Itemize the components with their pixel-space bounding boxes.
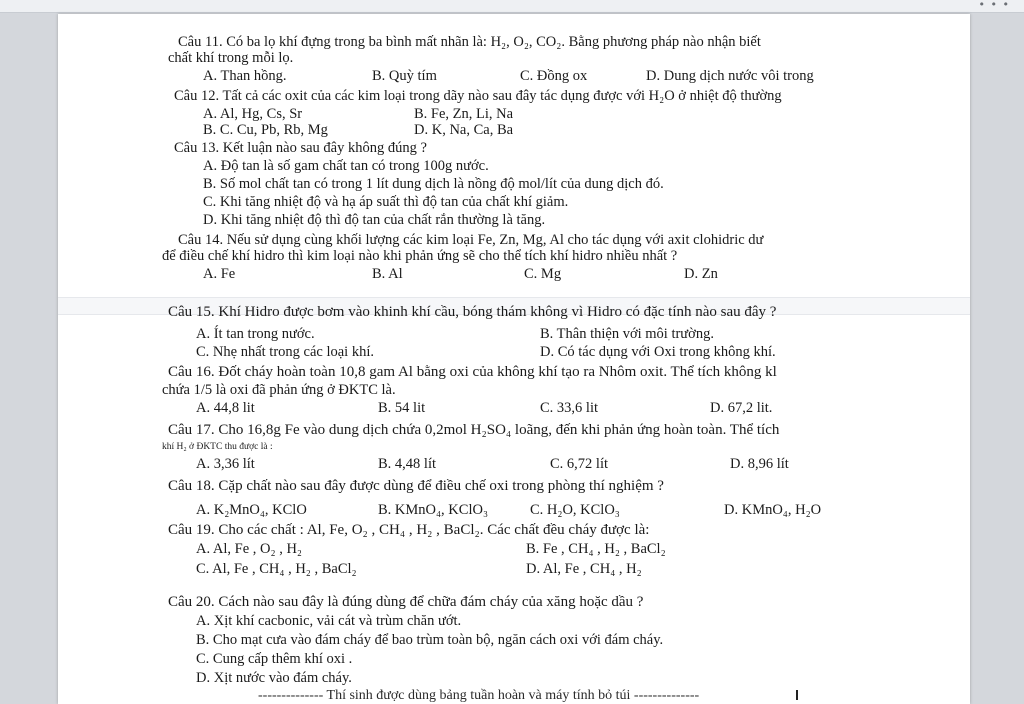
q15-option-c: C. Nhẹ nhất trong các loại khí. bbox=[196, 344, 374, 360]
q18-option-c: C. H₂O, KClO₃ bbox=[530, 502, 620, 518]
q14-option-c: C. Mg bbox=[524, 266, 562, 282]
q11-text-line2: chất khí trong mỗi lọ. bbox=[168, 50, 294, 66]
q13-text: Câu 13. Kết luận nào sau đây không đúng ? bbox=[174, 140, 427, 156]
q13-option-d: D. Khi tăng nhiệt độ thì độ tan của chất rắn thường là tăng. bbox=[203, 212, 546, 228]
q16-text-line2: chứa 1/5 là oxi đã phản ứng ở ĐKTC là. bbox=[162, 382, 396, 398]
text-cursor bbox=[796, 690, 798, 700]
q13-option-c: C. Khi tăng nhiệt độ và hạ áp suất thì độ tan của chất khí giảm. bbox=[203, 194, 569, 210]
q11-option-b: B. Quỳ tím bbox=[372, 68, 437, 84]
q15-text: Câu 15. Khí Hidro được bơm vào khinh khí cầu, bóng thám không vì Hidro có đặc tính nào sau đây ? bbox=[168, 304, 777, 320]
window-top-bar bbox=[0, 0, 1024, 13]
q15-option-a: A. Ít tan trong nước. bbox=[196, 326, 315, 342]
q16-option-c: C. 33,6 lit bbox=[540, 400, 599, 416]
more-options-icon[interactable]: • • • bbox=[978, 0, 1010, 11]
page-footer-note: -------------- Thí sinh được dùng bảng tuần hoàn và máy tính bỏ túi -------------- bbox=[258, 688, 700, 703]
q14-option-b: B. Al bbox=[372, 266, 403, 282]
q12-text: Câu 12. Tất cả các oxit của các kim loại trong dãy nào sau đây tác dụng được với H₂O ở nhiệt độ thường bbox=[174, 88, 782, 104]
q19-option-c: C. Al, Fe , CH₄ , H₂ , BaCl₂ bbox=[196, 561, 357, 577]
q11-option-a: A. Than hồng. bbox=[203, 68, 287, 84]
q16-text-line1: Câu 16. Đốt cháy hoàn toàn 10,8 gam Al bằng oxi của không khí tạo ra Nhôm oxit. Thể tích không kl bbox=[168, 364, 777, 380]
q18-option-b: B. KMnO₄, KClO₃ bbox=[378, 502, 489, 518]
q12-option-a: A. Al, Hg, Cs, Sr bbox=[203, 106, 303, 122]
q14-option-a: A. Fe bbox=[203, 266, 236, 282]
q20-text: Câu 20. Cách nào sau đây là đúng dùng để chữa đám cháy của xăng hoặc dầu ? bbox=[168, 594, 644, 610]
q17-option-a: A. 3,36 lít bbox=[196, 456, 255, 472]
q17-option-b: B. 4,48 lít bbox=[378, 456, 437, 472]
q13-option-b: B. Số mol chất tan có trong 1 lít dung dịch là nồng độ mol/lít của dung dịch đó. bbox=[203, 176, 664, 192]
q16-option-d: D. 67,2 lit. bbox=[710, 400, 773, 416]
q15-option-b: B. Thân thiện với môi trường. bbox=[540, 326, 714, 342]
q14-text-line1: Câu 14. Nếu sử dụng cùng khối lượng các kim loại Fe, Zn, Mg, Al cho tác dụng với axit clohidric dư bbox=[178, 232, 764, 248]
q16-option-b: B. 54 lit bbox=[378, 400, 426, 416]
q17-text-line1: Câu 17. Cho 16,8g Fe vào dung dịch chứa 0,2mol H₂SO₄ loãng, đến khi phản ứng hoàn toàn. Thể tích bbox=[168, 422, 780, 438]
q19-option-d: D. Al, Fe , CH₄ , H₂ bbox=[526, 561, 642, 577]
q11-text-line1: Câu 11. Có ba lọ khí đựng trong ba bình mất nhãn là: H₂, O₂, CO₂. Bằng phương pháp nào nhận biết bbox=[178, 34, 761, 50]
q13-option-a: A. Độ tan là số gam chất tan có trong 100g nước. bbox=[203, 158, 489, 174]
q17-option-c: C. 6,72 lít bbox=[550, 456, 609, 472]
q20-option-d: D. Xịt nước vào đám cháy. bbox=[196, 670, 352, 686]
document-page bbox=[58, 14, 970, 704]
q17-text-line2: khí H₂ ở ĐKTC thu được là : bbox=[162, 442, 273, 452]
q12-option-d: D. K, Na, Ca, Ba bbox=[414, 122, 514, 138]
q19-text: Câu 19. Cho các chất : Al, Fe, O₂ , CH₄ , H₂ , BaCl₂. Các chất đều cháy được là: bbox=[168, 522, 650, 538]
q14-option-d: D. Zn bbox=[684, 266, 718, 282]
q19-option-b: B. Fe , CH₄ , H₂ , BaCl₂ bbox=[526, 541, 666, 557]
q17-option-d: D. 8,96 lít bbox=[730, 456, 789, 472]
q19-option-a: A. Al, Fe , O₂ , H₂ bbox=[196, 541, 302, 557]
q12-option-b: B. Fe, Zn, Li, Na bbox=[414, 106, 514, 122]
q11-option-c: C. Đồng ox bbox=[520, 68, 588, 84]
q15-option-d: D. Có tác dụng với Oxi trong không khí. bbox=[540, 344, 776, 360]
q18-option-a: A. K₂MnO₄, KClO bbox=[196, 502, 307, 518]
q12-option-c: B. C. Cu, Pb, Rb, Mg bbox=[203, 122, 328, 138]
q18-text: Câu 18. Cặp chất nào sau đây được dùng để điều chế oxi trong phòng thí nghiệm ? bbox=[168, 478, 664, 494]
q16-option-a: A. 44,8 lit bbox=[196, 400, 255, 416]
q20-option-b: B. Cho mạt cưa vào đám cháy để bao trùm toàn bộ, ngăn cách oxi với đám cháy. bbox=[196, 632, 664, 648]
q20-option-a: A. Xịt khí cacbonic, vải cát và trùm chăn ướt. bbox=[196, 613, 462, 629]
q11-option-d: D. Dung dịch nước vôi trong bbox=[646, 68, 814, 84]
q18-option-d: D. KMnO₄, H₂O bbox=[724, 502, 822, 518]
q14-text-line2: để điều chế khí hidro thì kim loại nào khi phản ứng sẽ cho thể tích khí hidro nhiều nhất ? bbox=[162, 248, 678, 264]
q20-option-c: C. Cung cấp thêm khí oxi . bbox=[196, 651, 353, 667]
